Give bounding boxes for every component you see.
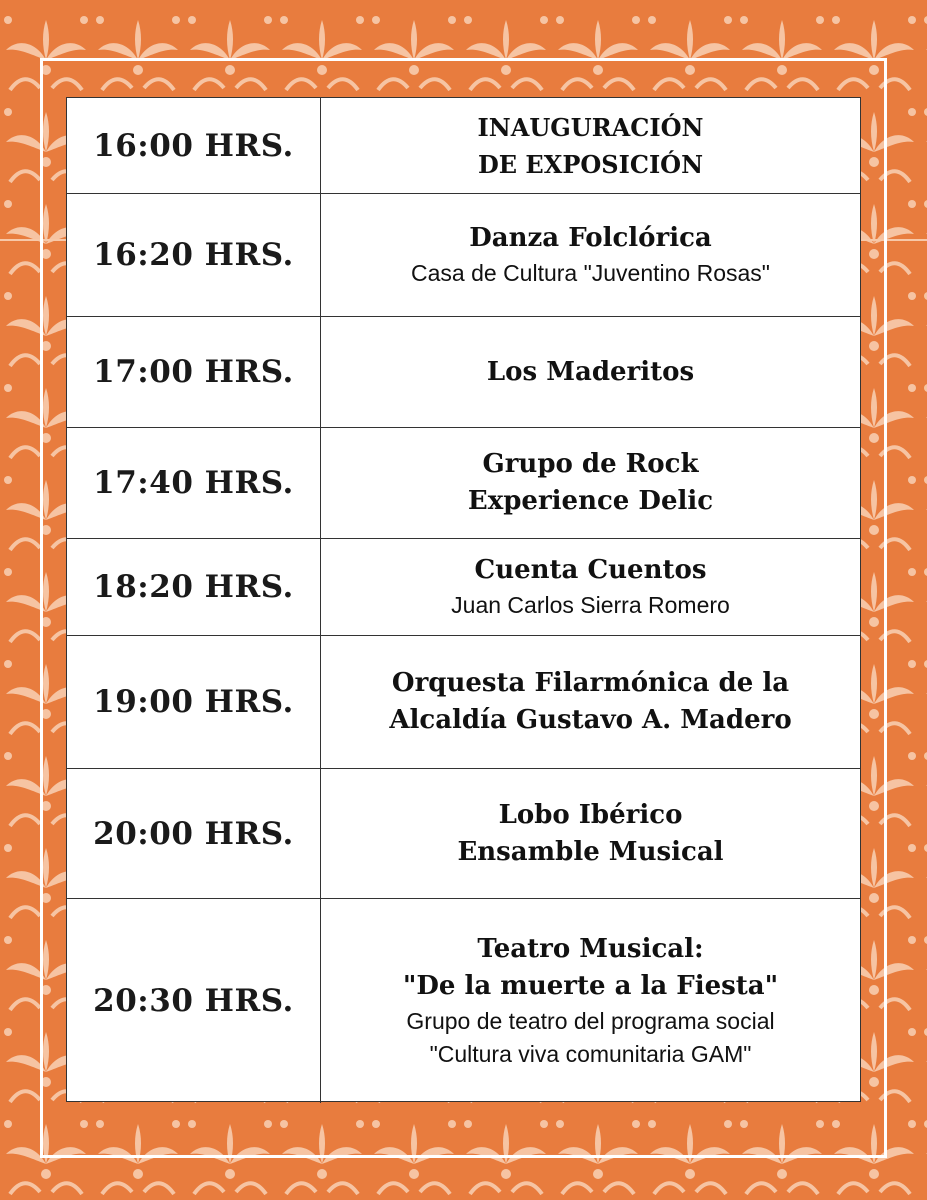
event-cell [321, 769, 860, 898]
event-cell [321, 428, 860, 538]
time-cell: 17:00 HRS. [67, 317, 321, 427]
schedule-row [67, 769, 860, 899]
schedule-row [67, 317, 860, 428]
schedule-row [67, 194, 860, 317]
time-cell: 16:00 HRS. [67, 98, 321, 193]
event-title: Cuenta Cuentos [474, 555, 707, 585]
time-cell: 17:40 HRS. [67, 428, 321, 538]
schedule-table [66, 97, 861, 1102]
event-subtitle: Grupo de teatro del programa social [406, 1008, 775, 1034]
event-title: Grupo de Rock [482, 449, 699, 479]
event-title: DE EXPOSICIÓN [477, 149, 704, 179]
schedule-row [67, 98, 860, 194]
event-title: Orquesta Filarmónica de la [391, 668, 790, 698]
event-cell [321, 899, 860, 1103]
schedule-row [67, 636, 860, 769]
time-cell: 18:20 HRS. [67, 539, 321, 635]
event-cell [321, 194, 860, 316]
time-cell: 16:20 HRS. [67, 194, 321, 316]
event-title: INAUGURACIÓN [477, 112, 704, 142]
schedule-row [67, 428, 860, 539]
time-cell: 19:00 HRS. [67, 636, 321, 768]
time-cell: 20:00 HRS. [67, 769, 321, 898]
event-title: Danza Folclórica [469, 223, 712, 253]
event-title: Experience Delic [467, 486, 714, 516]
event-subtitle: Juan Carlos Sierra Romero [451, 592, 730, 618]
event-cell [321, 539, 860, 635]
event-cell [321, 636, 860, 768]
time-cell: 20:30 HRS. [67, 899, 321, 1103]
event-subtitle: Casa de Cultura "Juventino Rosas" [411, 260, 770, 286]
event-cell [321, 98, 860, 193]
event-title: Los Maderitos [486, 356, 695, 387]
schedule-row [67, 899, 860, 1103]
event-title: Alcaldía Gustavo A. Madero [389, 705, 792, 735]
event-title: Ensamble Musical [457, 836, 724, 867]
event-subtitle: "Cultura viva comunitaria GAM" [429, 1041, 752, 1067]
event-cell [321, 317, 860, 427]
event-title: "De la muerte a la Fiesta" [402, 971, 779, 1001]
schedule-row [67, 539, 860, 636]
event-title: Teatro Musical: [477, 934, 704, 964]
event-title: Lobo Ibérico [498, 799, 683, 830]
